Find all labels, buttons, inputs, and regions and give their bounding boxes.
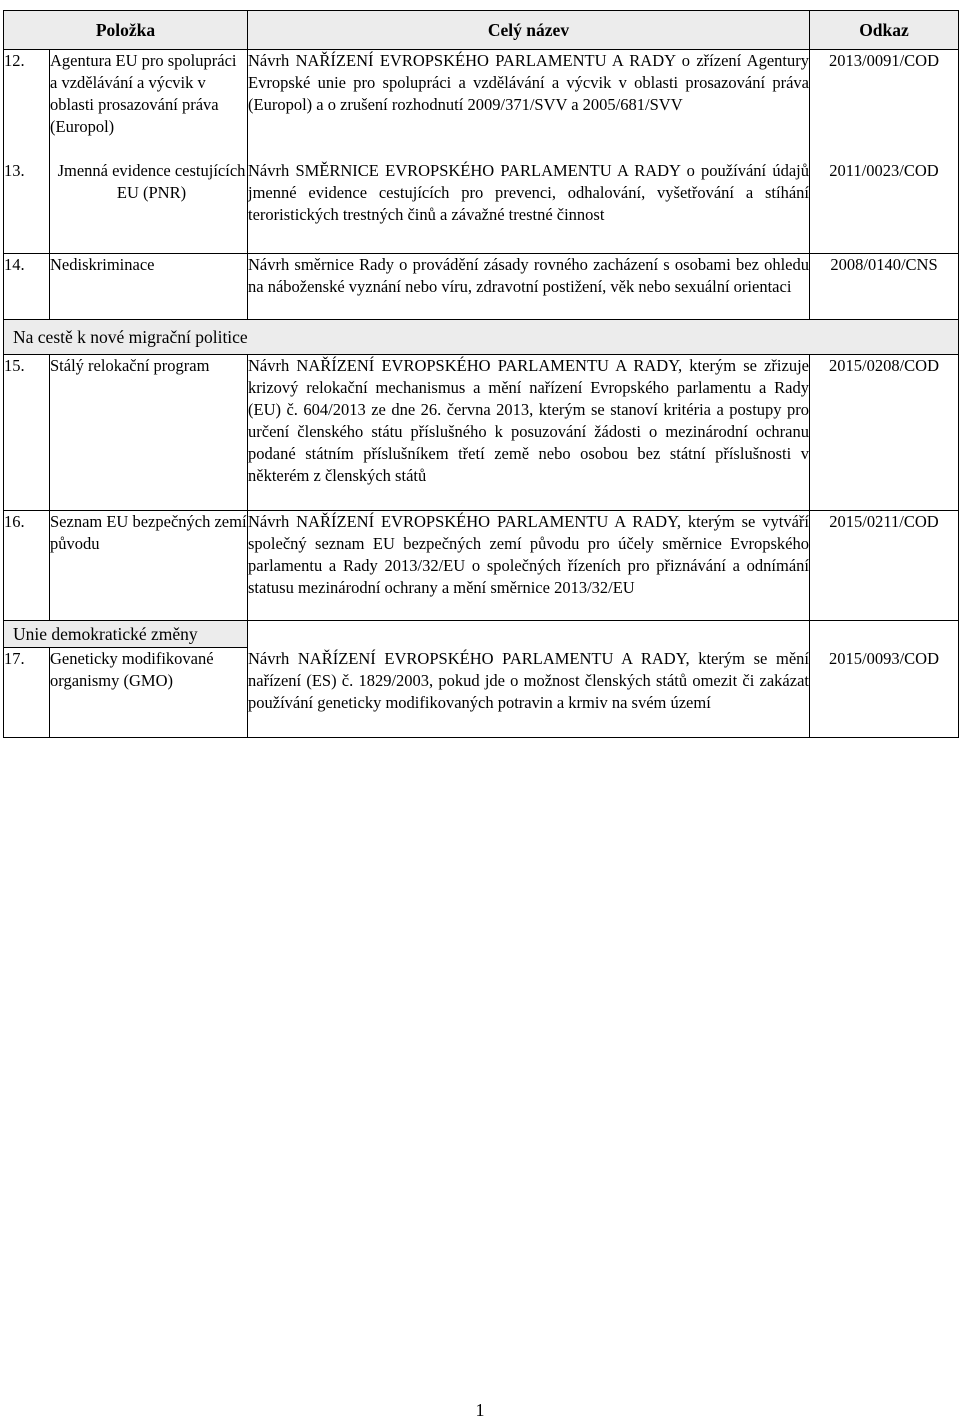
header-reference: Odkaz — [810, 11, 959, 50]
row-name: Stálý relokační program — [50, 355, 248, 511]
row-number: 12. — [4, 50, 50, 160]
row-description: Návrh NAŘÍZENÍ EVROPSKÉHO PARLAMENTU A RADY, kterým se mění nařízení (ES) č. 1829/2003, pokud jde o možnost členských států omezit či zakázat používání geneticky modifikovaných potravin a krmiv na svém území — [248, 648, 810, 738]
row-reference: 2015/0093/COD — [810, 648, 959, 738]
table-row — [4, 160, 959, 254]
table-row — [4, 511, 959, 621]
row-reference: 2008/0140/CNS — [810, 254, 959, 320]
row-number: 14. — [4, 254, 50, 320]
section-row — [4, 320, 959, 355]
row-number: 16. — [4, 511, 50, 621]
row-reference: 2015/0211/COD — [810, 511, 959, 621]
row-description: Návrh NAŘÍZENÍ EVROPSKÉHO PARLAMENTU A RADY, kterým se zřizuje krizový relokační mechanismus a mění nařízení Evropského parlamentu a Rady (EU) č. 604/2013 ze dne 26. června 2013, kterým se stanoví kritéria a postupy pro určení členského státu příslušného k posuzování žádosti o mezinárodní ochranu podané státním příslušníkem třetí země nebo osobou bez státní příslušnosti v některém z členských států — [248, 355, 810, 511]
row-number: 13. — [4, 160, 50, 254]
row-name: Nediskriminace — [50, 254, 248, 320]
section-blank — [810, 621, 959, 648]
table-row — [4, 648, 959, 738]
table-row — [4, 355, 959, 511]
table-row — [4, 50, 959, 160]
row-description: Návrh SMĚRNICE EVROPSKÉHO PARLAMENTU A RADY o používání údajů jmenné evidence cestujících pro prevenci, odhalování, vyšetřování a stíhání teroristických trestných činů a závažné trestné činnost — [248, 160, 810, 254]
page-number: 1 — [475, 1400, 485, 1420]
legislation-table — [3, 10, 959, 738]
row-name: Seznam EU bezpečných zemí původu — [50, 511, 248, 621]
row-number: 17. — [4, 648, 50, 738]
section-blank — [248, 621, 810, 648]
row-name: Agentura EU pro spolupráci a vzdělávání a výcvik v oblasti prosazování práva (Europol) — [50, 50, 248, 160]
section-title-migration: Na cestě k nové migrační politice — [4, 320, 959, 355]
row-description: Návrh směrnice Rady o provádění zásady rovného zacházení s osobami bez ohledu na náboženské vyznání nebo víru, zdravotní postižení, věk nebo sexuální orientaci — [248, 254, 810, 320]
header-full-name: Celý název — [248, 11, 810, 50]
section-title-democratic: Unie demokratické změny — [4, 621, 248, 648]
row-description: Návrh NAŘÍZENÍ EVROPSKÉHO PARLAMENTU A RADY o zřízení Agentury Evropské unie pro spolupráci a vzdělávání a výcvik v oblasti prosazování práva (Europol) a o zrušení rozhodnutí 2009/371/SVV a 2005/681/SVV — [248, 50, 810, 160]
row-reference: 2011/0023/COD — [810, 160, 959, 254]
row-description: Návrh NAŘÍZENÍ EVROPSKÉHO PARLAMENTU A RADY, kterým se vytváří společný seznam EU bezpečných zemí původu pro účely směrnice Evropského parlamentu a Rady 2013/32/EU o společných řízeních pro přiznávání a odnímání statusu mezinárodní ochrany a mění směrnice 2013/32/EU — [248, 511, 810, 621]
row-name: Geneticky modifikované organismy (GMO) — [50, 648, 248, 738]
row-number: 15. — [4, 355, 50, 511]
header-item: Položka — [4, 11, 248, 50]
row-reference: 2015/0208/COD — [810, 355, 959, 511]
row-reference: 2013/0091/COD — [810, 50, 959, 160]
table-header — [4, 11, 959, 50]
row-name: Jmenná evidence cestujících EU (PNR) — [50, 160, 248, 254]
table-row — [4, 254, 959, 320]
section-row — [4, 621, 959, 648]
